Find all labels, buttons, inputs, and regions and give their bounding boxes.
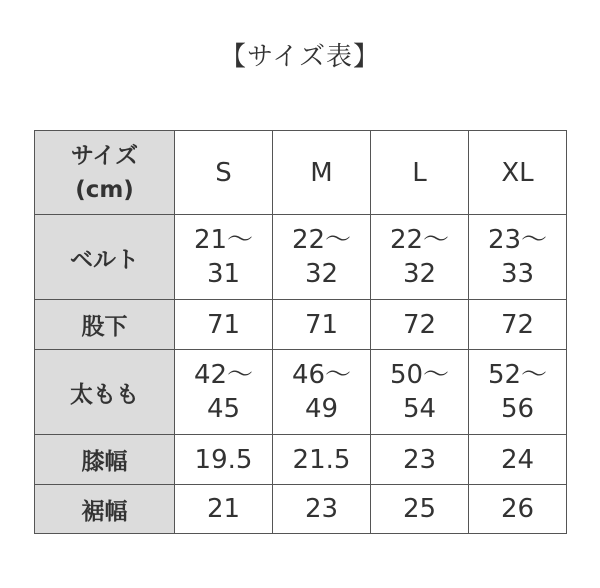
table-cell: 23 — [273, 485, 371, 534]
table-cell: 72 — [469, 300, 567, 350]
column-header-s: S — [175, 131, 273, 215]
size-table — [34, 130, 567, 534]
cell-range-start: 52〜 — [487, 360, 548, 390]
cell-range-end: 33 — [500, 259, 535, 289]
cell-range-end: 49 — [304, 394, 339, 424]
table-cell — [273, 215, 371, 300]
table-header-row — [35, 131, 567, 215]
cell-range-end: 31 — [206, 259, 241, 289]
table-cell: 26 — [469, 485, 567, 534]
row-header-knee-width: 膝幅 — [35, 435, 175, 485]
cell-range-end: 54 — [402, 394, 437, 424]
table-cell — [371, 215, 469, 300]
table-cell — [273, 350, 371, 435]
table-cell: 23 — [371, 435, 469, 485]
table-cell: 25 — [371, 485, 469, 534]
row-header-thigh: 太もも — [35, 350, 175, 435]
corner-header-label: サイズ — [70, 142, 139, 169]
cell-range-end: 56 — [500, 394, 535, 424]
table-cell — [175, 215, 273, 300]
page-title: 【サイズ表】 — [220, 42, 380, 72]
row-header-inseam: 股下 — [35, 300, 175, 350]
column-header-l: L — [371, 131, 469, 215]
table-cell: 21.5 — [273, 435, 371, 485]
table-row-inseam — [35, 300, 567, 350]
column-header-m: M — [273, 131, 371, 215]
cell-range-end: 32 — [304, 259, 339, 289]
cell-range-end: 45 — [206, 394, 241, 424]
row-header-belt: ベルト — [35, 215, 175, 300]
table-cell — [469, 215, 567, 300]
column-header-xl: XL — [469, 131, 567, 215]
table-cell: 24 — [469, 435, 567, 485]
table-cell — [371, 350, 469, 435]
table-row-hem-width — [35, 485, 567, 534]
table-row-thigh — [35, 350, 567, 435]
cell-range-start: 22〜 — [389, 225, 450, 255]
table-cell: 19.5 — [175, 435, 273, 485]
table-row-belt — [35, 215, 567, 300]
table-row-knee-width — [35, 435, 567, 485]
table-cell: 21 — [175, 485, 273, 534]
corner-header-unit: (cm) — [75, 176, 134, 203]
table-cell — [469, 350, 567, 435]
cell-range-start: 23〜 — [487, 225, 548, 255]
table-cell: 72 — [371, 300, 469, 350]
cell-range-start: 42〜 — [193, 360, 254, 390]
cell-range-end: 32 — [402, 259, 437, 289]
corner-header — [35, 131, 175, 215]
cell-range-start: 22〜 — [291, 225, 352, 255]
table-cell — [175, 350, 273, 435]
row-header-hem-width: 裾幅 — [35, 485, 175, 534]
table-cell: 71 — [273, 300, 371, 350]
cell-range-start: 21〜 — [193, 225, 254, 255]
cell-range-start: 46〜 — [291, 360, 352, 390]
cell-range-start: 50〜 — [389, 360, 450, 390]
table-cell: 71 — [175, 300, 273, 350]
